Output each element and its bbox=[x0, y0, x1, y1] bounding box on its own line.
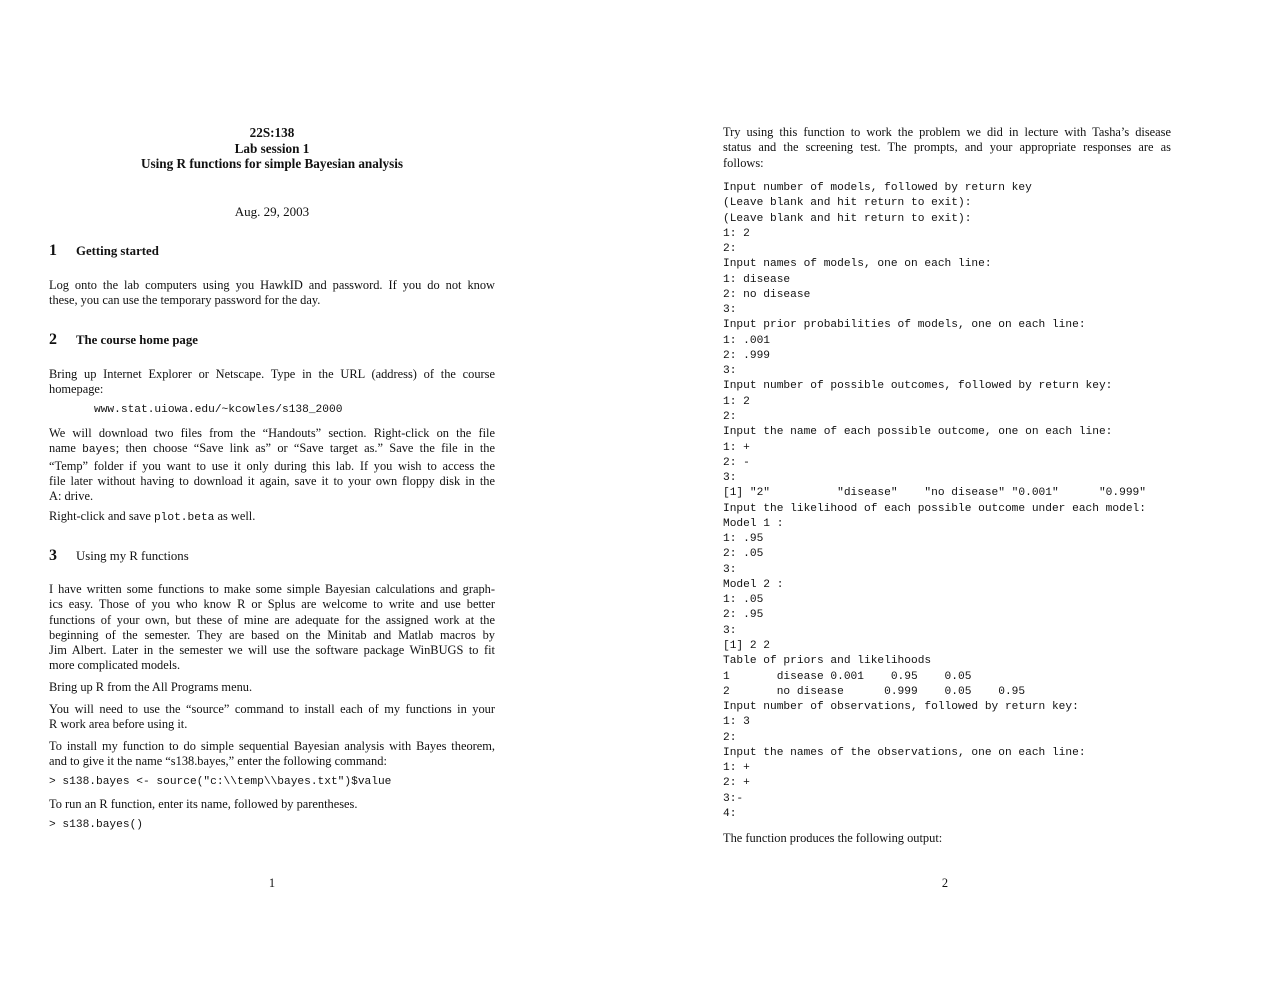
console-line: 2: .999 bbox=[723, 349, 770, 362]
console-line: Input number of possible outcomes, followed by return key: bbox=[723, 380, 1113, 393]
console-line: 2: bbox=[723, 410, 737, 423]
console-line: 2: bbox=[723, 731, 737, 744]
console-line: Model 2 : bbox=[723, 578, 784, 591]
section-number: 1 bbox=[49, 242, 57, 259]
console-line: 3: bbox=[723, 624, 737, 637]
console-line: Table of priors and likelihoods bbox=[723, 655, 932, 668]
console-line: [1] 2 2 bbox=[723, 639, 770, 652]
console-line: 1: 3 bbox=[723, 716, 750, 729]
console-line: 1: + bbox=[723, 441, 750, 454]
paragraph-download bbox=[49, 426, 495, 504]
section-heading-3 bbox=[49, 547, 189, 565]
text-line: A: drive. bbox=[49, 489, 94, 504]
text-line: “Temp” folder if you want to use it only during this lab. If you wish to access the bbox=[49, 458, 495, 473]
text-line: these, you can use the temporary password for the day. bbox=[49, 293, 321, 308]
title-course: 22S:138 bbox=[249, 125, 295, 140]
text-line: Jim Albert. Later in the semester we will use the software package WinBUGS to fit bbox=[49, 643, 495, 658]
page-number: 1 bbox=[268, 876, 276, 890]
text-line: functions of your own, but these of mine are adequate for the assigned work at the bbox=[49, 612, 495, 627]
console-line: 2: - bbox=[723, 456, 750, 469]
file-name-bayes: bayes bbox=[82, 444, 116, 457]
console-line: 1: disease bbox=[723, 273, 791, 286]
console-line: 1: .95 bbox=[723, 533, 764, 546]
text-line: You will need to use the “source” command to install each of my functions in your bbox=[49, 702, 495, 716]
console-line: 2: + bbox=[723, 777, 750, 790]
console-line: Input the likelihood of each possible outcome under each model: bbox=[723, 502, 1146, 515]
section-title: Using my R functions bbox=[76, 549, 189, 563]
section-title: The course home page bbox=[76, 333, 198, 347]
console-line: 3: bbox=[723, 472, 737, 485]
text-line: homepage: bbox=[49, 382, 104, 397]
console-line: 1: .001 bbox=[723, 334, 770, 347]
paragraph-source bbox=[49, 702, 495, 733]
console-line: Model 1 : bbox=[723, 517, 784, 530]
text-line: status and the screening test. The prompts, and your appropriate responses are as bbox=[723, 140, 1171, 155]
code-source-command: > s138.bayes <- source("c:\\temp\\bayes.txt")$value bbox=[49, 776, 392, 788]
section-number: 2 bbox=[49, 331, 57, 348]
section-heading-2 bbox=[49, 331, 198, 349]
paragraph-install bbox=[49, 739, 495, 770]
title-subject: Using R functions for simple Bayesian analysis bbox=[140, 156, 404, 171]
console-line: [1] "2" "disease" "no disease" "0.001" "0.999" bbox=[723, 487, 1146, 500]
text-line: and to give it the name “s138.bayes,” enter the following command: bbox=[49, 754, 387, 769]
text-line: Log onto the lab computers using you HawkID and password. If you do not know bbox=[49, 278, 495, 292]
paragraph-run bbox=[49, 797, 495, 812]
console-line: 3:- bbox=[723, 792, 744, 805]
console-line: 2 no disease 0.999 0.05 0.95 bbox=[723, 685, 1026, 698]
console-line: Input the names of the observations, one on each line: bbox=[723, 746, 1086, 759]
text-line: To run an R function, enter its name, followed by parentheses. bbox=[49, 797, 358, 811]
console-line: 1 disease 0.001 0.95 0.05 bbox=[723, 670, 972, 683]
document-date: Aug. 29, 2003 bbox=[234, 204, 310, 219]
console-line: 3: bbox=[723, 304, 737, 317]
paragraph-functions bbox=[49, 582, 495, 674]
text-line: I have written some functions to make some simple Bayesian calculations and graph- bbox=[49, 582, 495, 596]
console-line: Input names of models, one on each line: bbox=[723, 258, 992, 271]
text-line: Bring up Internet Explorer or Netscape. Type in the URL (address) of the course bbox=[49, 367, 495, 381]
course-url: www.stat.uiowa.edu/~kcowles/s138_2000 bbox=[94, 404, 343, 416]
text-line: follows: bbox=[723, 155, 764, 170]
console-line: 1: .05 bbox=[723, 594, 764, 607]
text-fragment: name bbox=[49, 441, 83, 456]
file-name-plot-beta: plot.beta bbox=[153, 512, 215, 524]
console-line: 1: 2 bbox=[723, 227, 750, 240]
title-session: Lab session 1 bbox=[234, 140, 310, 156]
section-heading-1 bbox=[49, 242, 159, 260]
paragraph-plot-beta bbox=[49, 509, 495, 526]
section-number: 3 bbox=[49, 547, 57, 564]
code-run-command: > s138.bayes() bbox=[49, 819, 143, 831]
text-fragment: as well. bbox=[214, 509, 256, 523]
r-console-transcript bbox=[723, 181, 1146, 822]
paragraph-intro bbox=[723, 125, 1171, 171]
text-line: Try using this function to work the problem we did in lecture with Tasha’s disease bbox=[723, 125, 1171, 139]
paragraph-output bbox=[723, 831, 1171, 846]
text-line: file later without having to download it again, save it to your own floppy disk in the bbox=[49, 473, 495, 488]
text-line: more complicated models. bbox=[49, 658, 181, 673]
text-line: To install my function to do simple sequential Bayesian analysis with Bayes theorem, bbox=[49, 739, 495, 753]
paragraph-getting-started bbox=[49, 278, 495, 309]
console-line: 1: 2 bbox=[723, 395, 750, 408]
page-number: 2 bbox=[941, 876, 949, 890]
console-line: (Leave blank and hit return to exit): bbox=[723, 212, 972, 225]
paragraph-browser bbox=[49, 367, 495, 398]
text-line: ics easy. Those of you who know R or Splus are welcome to write and use better bbox=[49, 597, 495, 612]
paragraph-bring-up-r bbox=[49, 680, 495, 695]
console-line: 1: + bbox=[723, 762, 750, 775]
console-line: (Leave blank and hit return to exit): bbox=[723, 197, 972, 210]
text-line: We will download two files from the “Handouts” section. Right-click on the file bbox=[49, 426, 495, 440]
console-line: Input number of observations, followed by return key: bbox=[723, 701, 1079, 714]
text-fragment: Right-click and save bbox=[49, 509, 154, 523]
console-line: 2: no disease bbox=[723, 288, 811, 301]
text-line bbox=[49, 441, 495, 458]
console-line: Input the name of each possible outcome, one on each line: bbox=[723, 426, 1113, 439]
console-line: 3: bbox=[723, 563, 737, 576]
console-line: 2: bbox=[723, 243, 737, 256]
section-title: Getting started bbox=[76, 244, 159, 258]
text-line: R work area before using it. bbox=[49, 717, 188, 732]
text-fragment: ; then choose “Save link as” or “Save target as.” Save the file in the bbox=[115, 441, 495, 456]
console-line: 4: bbox=[723, 807, 737, 820]
text-line: beginning of the semester. They are based on the Minitab and Matlab macros by bbox=[49, 627, 495, 642]
console-line: 2: .95 bbox=[723, 609, 764, 622]
console-line: Input number of models, followed by return key bbox=[723, 182, 1032, 194]
text-line: Bring up R from the All Programs menu. bbox=[49, 680, 253, 694]
console-line: 2: .05 bbox=[723, 548, 764, 561]
document-title bbox=[49, 125, 495, 172]
text-line: The function produces the following output: bbox=[723, 831, 943, 845]
console-line: 3: bbox=[723, 365, 737, 378]
console-line: Input prior probabilities of models, one on each line: bbox=[723, 319, 1086, 332]
